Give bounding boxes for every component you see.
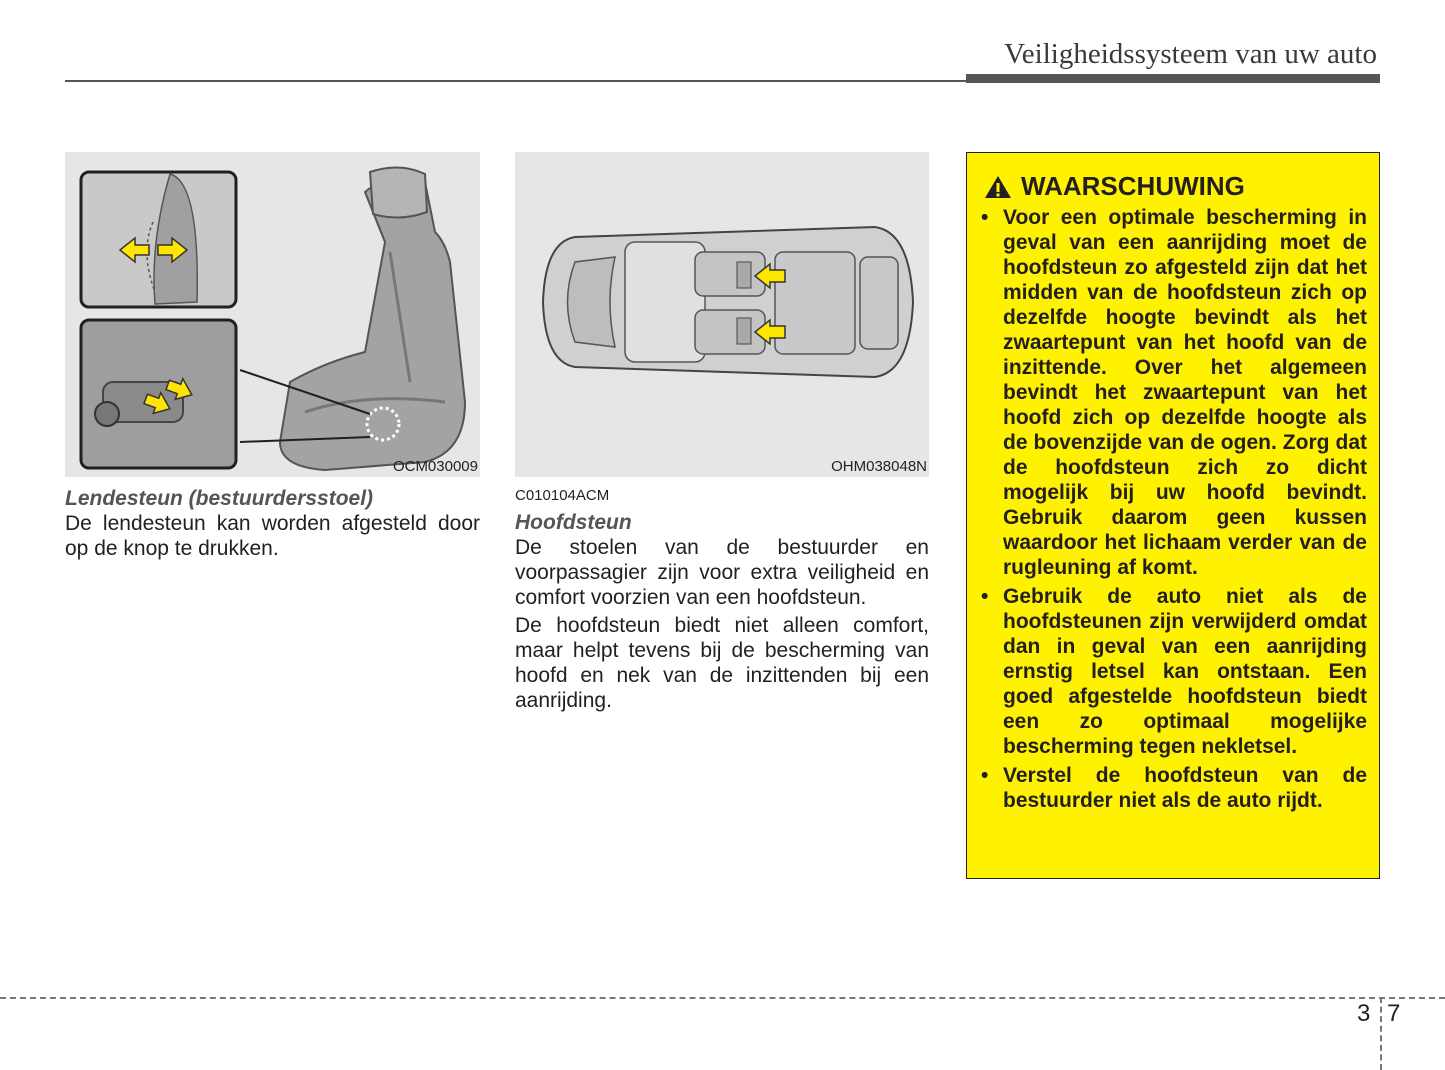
footer-divider: [1380, 997, 1382, 1070]
section-heading: Hoofdsteun: [515, 511, 632, 534]
section-paragraph: De hoofdsteun biedt niet alleen comfort, maar helpt tevens bij de bescherming van hoofd en nek van de inzittenden bij een aanrijding.: [515, 614, 929, 712]
bullet: •: [981, 764, 989, 787]
header-title: Veiligheidssysteem van uw auto: [1004, 38, 1377, 70]
warning-item: • Gebruik de auto niet als de hoofdsteunen zijn verwijderd omdat dan in geval van een aanrijding ernstig letsel kan ontstaan. Een goed afgestelde hoofdsteun biedt een zo optimaal mogelijke bescherming tegen nekletsel.: [981, 585, 1367, 758]
warning-list: [981, 205, 1367, 817]
bullet: •: [981, 585, 989, 608]
page-number: 7: [1387, 1000, 1401, 1027]
figure-code: OCM030009: [392, 458, 478, 475]
warning-title: [983, 171, 1245, 202]
warning-item: • Verstel de hoofdsteun van de bestuurder niet als de auto rijdt.: [981, 764, 1367, 812]
warning-triangle-icon: [983, 174, 1013, 200]
headrest-section: [515, 486, 929, 716]
lumbar-support-figure: [65, 152, 480, 477]
header-rule: [65, 80, 967, 82]
footer-rule: [0, 997, 1445, 999]
car-top-view-illustration: [515, 152, 929, 477]
section-code: C010104ACM: [515, 487, 610, 504]
section-heading: Lendesteun (bestuurdersstoel): [65, 487, 374, 510]
section-paragraph: De stoelen van de bestuurder en voorpassagier zijn voor extra veiligheid en comfort voorzien van een hoofdsteun.: [515, 536, 929, 609]
section-body: De lendesteun kan worden afgesteld door op de knop te drukken.: [65, 512, 480, 560]
figure-code: OHM038048N: [831, 458, 927, 475]
lumbar-seat-illustration: [65, 152, 480, 477]
header-rule-accent: [966, 74, 1380, 83]
bullet: •: [981, 206, 989, 229]
headrest-figure: [515, 152, 929, 477]
warning-box: [966, 152, 1380, 879]
chapter-number: 3: [1357, 1000, 1371, 1027]
warning-item: • Voor een optimale bescherming in geval van een aanrijding moet de hoofdsteun zo afgesteld zijn dat het midden van de hoofdsteun zich op dezelfde hoogte bevindt als het zwaartepunt van het hoofd van de inzittende. Over het algemeen bevindt het zwaartepunt van het hoofd zich op dezelfde hoogte als de bovenzijde van de ogen. Zorg dat de hoofdsteun zich zo dicht mogelijk bij uw hoofd bevindt. Gebruik daarom geen kussen waardoor het lichaam verder van de rugleuning af komt.: [981, 206, 1367, 579]
lumbar-support-section: [65, 486, 480, 564]
warning-title-text: WAARSCHUWING: [1021, 171, 1245, 201]
